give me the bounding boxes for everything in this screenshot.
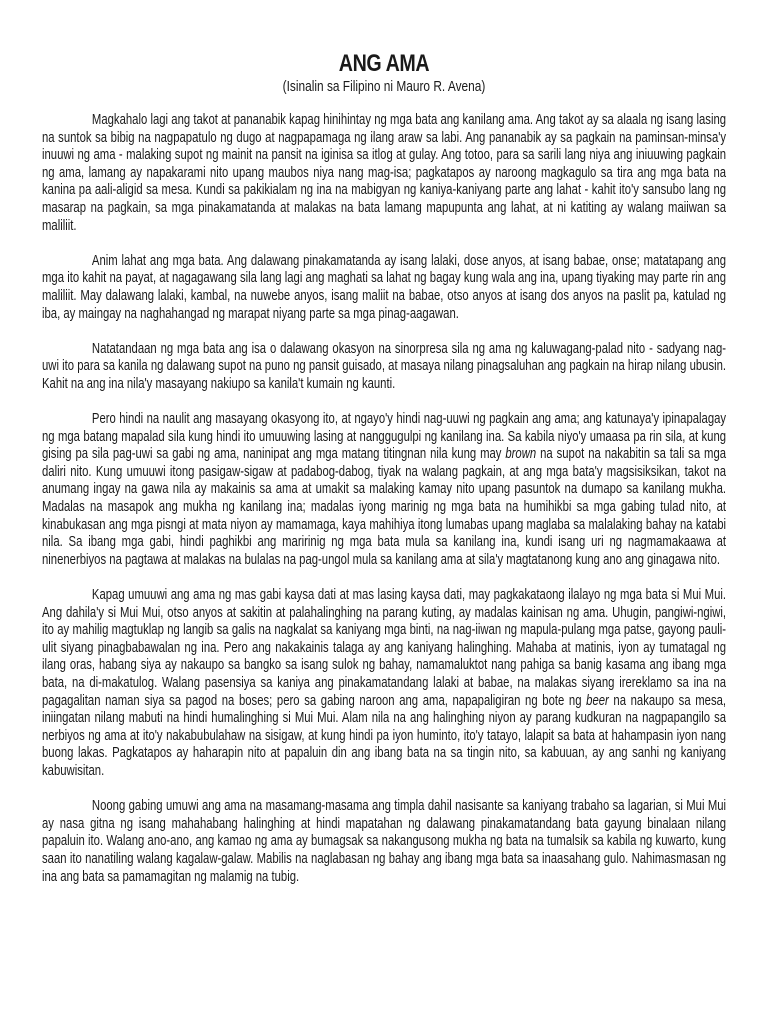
story-body [42, 112, 726, 886]
document-page [42, 50, 726, 886]
paragraph-1: Magkahalo lagi ang takot at pananabik kapag hinihintay ng mga bata ang kanilang ama. Ang takot ay sa alaala ng isang lasing na suntok sa bibig na nagpapatulo ng dugo at nagpapamaga ng ilang araw sa labi. Ang pananabik ay sa pagkain na paminsan-minsa'y inuuwi ng ama - malaking supot ng mainit na pansit na iginisa sa itlog at gulay. Ang totoo, para sa sarili lang niya ang iniuuwing pagkain ng ama, lamang ay napakarami nito upang maubos niya nang mag-isa; pagkatapos ay naroong magkagulo sa tira ang mga bata na kanina pa aali-aligid sa mesa. Kundi sa pakikialam ng ina na mabigyan ng kaniya-kaniyang parte ang lahat - kahit ito'y sansubo lang ng masarap na pagkain, sa mga pinakamatanda at malakas na bata lamang mapupunta ang lahat, at ni katiting ay walang maiiwan sa maliliit. [42, 112, 727, 234]
translator-credit: (Isinalin sa Filipino ni Mauro R. Avena) [282, 79, 486, 95]
paragraph-6: Noong gabing umuwi ang ama na masamang-masama ang timpla dahil nasisante sa kaniyang trabaho sa lagarian, si Mui Mui ay nasa gitna ng isang mahahabang halinghing at hindi mapatahan ng dalawang pinakamatandang bata gayung binalaan nilang papaluin ito. Walang ano-ano, ang kamao ng ama ay bumagsak sa nakangusong mukha ng bata na tumalsik sa kabila ng kuwarto, kung saan ito nanatiling walang kagalaw-galaw. Mabilis na naglabasan ng bahay ang ibang mga bata sa inaasahang gulo. Nahimasmasan ng ina ang bata sa pamamagitan ng malamig na tubig. [42, 798, 727, 885]
paragraph-5: Kapag umuuwi ang ama ng mas gabi kaysa dati at mas lasing kaysa dati, may pagkakataong ilalayo ng mga bata si Mui Mui. Ang dahila'y si Mui Mui, otso anyos at sakitin at palahalinghing na parang kuting, ay madalas kainisan ng ama. Uhugin, pangiwi-ngiwi, ito ay mahilig magtuklap ng langib sa galis na nagkalat sa kaniyang mga binti, na nag-iiwan ng mapula-pulang mga patse, gayong pauli-ulit siyang pinagbabawalan ng ina. Pero ang nakakainis talaga ay ang kaniyang halinghing. Mahaba at matinis, iyon ay tumatagal ng ilang oras, habang siya ay nakaupo sa bangko sa isang sulok ng bahay, namamaluktot nang pahiga sa banig kasama ang ibang mga bata, na di-makatulog. Walang pasensiya sa kaniya ang pinakamatandang lalaki at babae, na malakas siyang irereklamo sa ina na pagagalitan naman siya sa pagod na boses; pero sa gabing naroon ang ama, napapaligiran ng bote ng beer na nakaupo sa mesa, iniingatan nilang mabuti na hindi humalinghing si Mui Mui. Alam nila na ang halinghing niyon ay parang kudkuran na nagpapangilo sa nerbiyos ng ama at ito'y nakabubulahaw na sisigaw, at kung hindi pa iyon huminto, ito'y tatayo, lalapit sa bata at hahampasin iyon nang buong lakas. Pagkatapos ay haharapin nito at papaluin din ang ibang bata na sa tingin nito, sa kabuuan, ay ang sanhi ng kaniyang kabuwisitan. [42, 587, 727, 779]
page-title: ANG AMA [338, 50, 430, 77]
italic-word: beer [586, 692, 609, 709]
paragraph-3: Natatandaan ng mga bata ang isa o dalawang okasyon na sinorpresa sila ng ama ng kaluwagang-palad nito - sadyang nag-uwi ito para sa kanila ng dalawang supot na puno ng pansit guisado, at masaya nilang pinagsaluhan ang pagkain na hirap nilang ubusin. Kahit na ang ina nila'y masayang nakiupo sa kanila't kumain ng kaunti. [42, 340, 727, 392]
italic-word: brown [505, 446, 537, 463]
paragraph-2: Anim lahat ang mga bata. Ang dalawang pinakamatanda ay isang lalaki, dose anyos, at isang babae, onse; matatapang ang mga ito kahit na payat, at nagagawang sila lang lagi ang maghati sa lahat ng bagay kung wala ang ina, upang tiyaking may parte rin ang maliliit. May dalawang lalaki, kambal, na nuwebe anyos, isang maliit na babae, otso anyos at isang dos anyos na paslit pa, katulad ng iba, ay maingay na naghahangad ng marapat niyang parte sa mga pinag-aagawan. [42, 252, 727, 322]
paragraph-4: Pero hindi na naulit ang masayang okasyong ito, at ngayo'y hindi nag-uuwi ng pagkain ang ama; ang katunaya'y ipinapalagay ng mga batang mapalad sila kung hindi ito umuuwing lasing at nanggugulpi ng kanilang ina. Sa kabila niyo'y umaasa pa rin sila, at kung gising pa sila pag-uwi sa gabi ng ama, naninipat ang mga matang titingnan nila kung may brown na supot na nakabitin sa tali sa mga daliri nito. Kung umuuwi itong pasigaw-sigaw at padabog-dabog, tiyak na walang pagkain, at ang mga bata'y magsisiksikan, takot na anumang ingay na gawa nila ay makainis sa ama at umakit sa malaking kamay nito upang pasuntok na dumapo sa kanilang mukha. Madalas na masapok ang mukha ng kanilang ina; madalas iyong marinig ng mga bata na humihikbi sa mga gabing tulad nito, at kinabukasan ang mga pisngi at mata niyon ay mamamaga, kaya mahihiya itong lumabas upang maglaba sa malalaking bahay na katabi nila. Sa ibang mga gabi, hindi paghikbi ang maririnig ng mga bata mula sa kanilang ina, kundi isang uri ng nagmamakaawa at ninenerbiyos na pagtawa at malakas na bulalas na pag-ungol mula sa kanilang ama at sila'y magtatanong kung ano ang ginagawa nito. [42, 411, 727, 568]
